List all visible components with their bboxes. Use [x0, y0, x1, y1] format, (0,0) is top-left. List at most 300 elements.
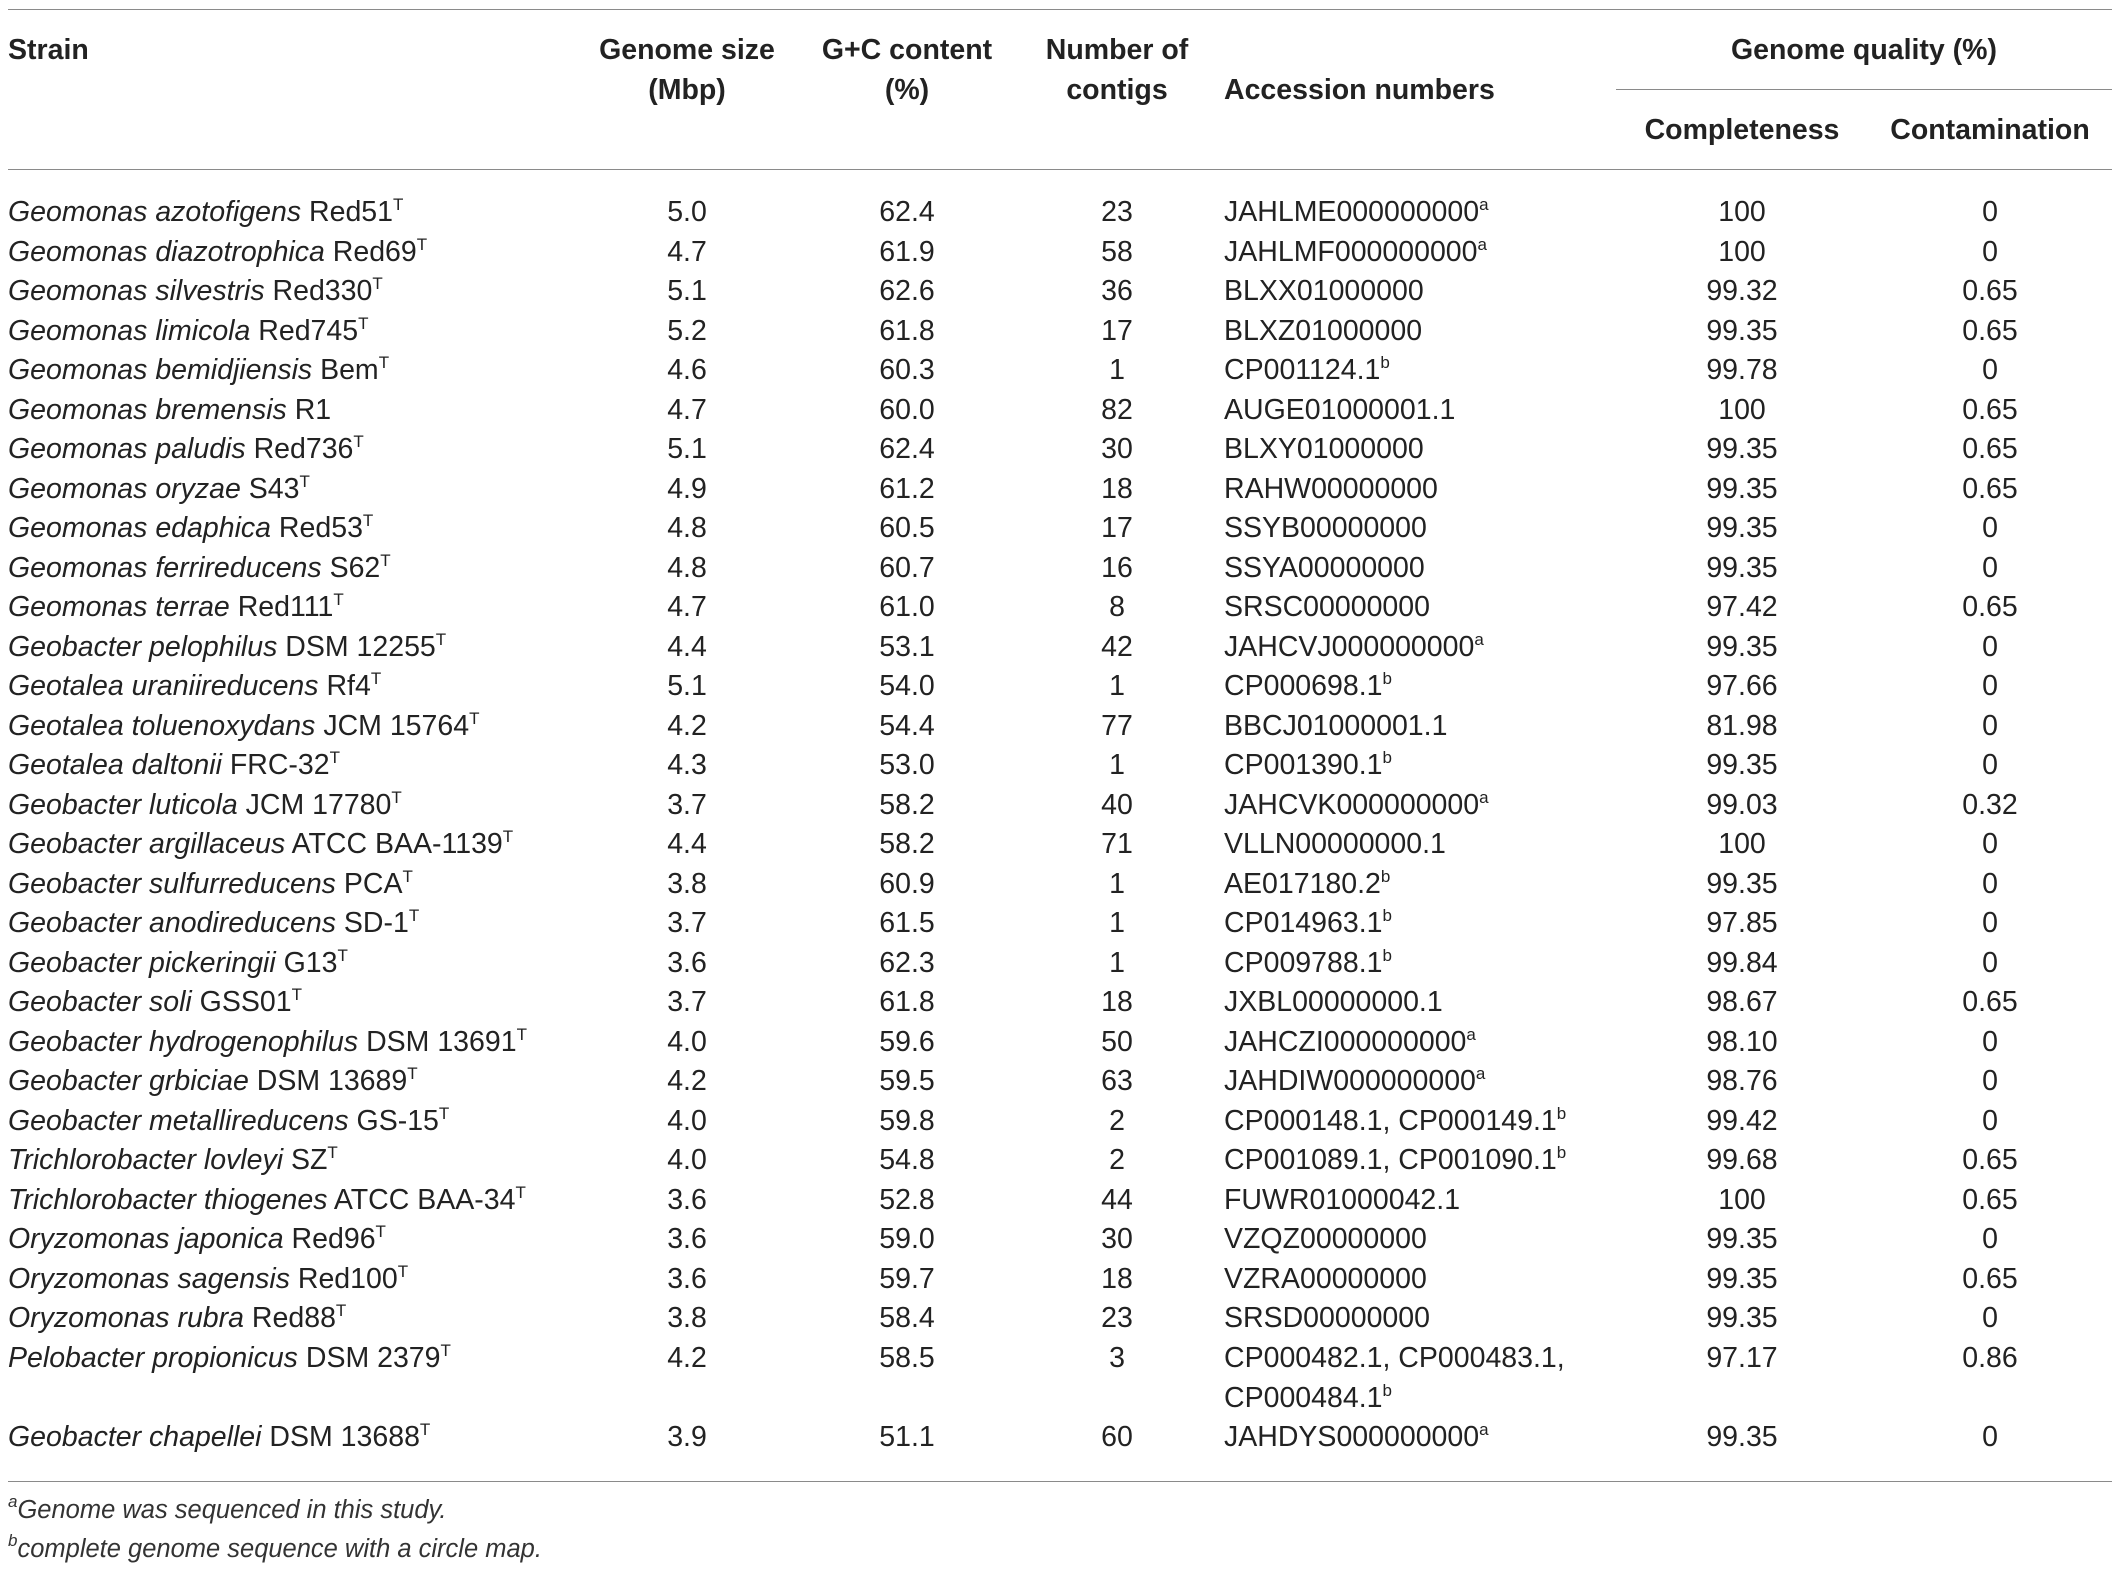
strain-designation: SZ — [283, 1144, 328, 1176]
species-name: Geomonas azotofigens — [8, 196, 302, 228]
cell-accession — [1224, 903, 1392, 943]
species-name: Geomonas terrae — [8, 591, 230, 623]
species-name: Geomonas silvestris — [8, 275, 265, 307]
cell-contigs: 77 — [1101, 709, 1133, 742]
cell-genome-size: 3.7 — [667, 907, 707, 939]
table-row — [0, 390, 2123, 430]
table-row — [0, 864, 2123, 904]
table-row — [0, 311, 2123, 351]
cell-strain — [8, 1061, 418, 1101]
cell-strain — [8, 390, 331, 430]
accession-number: BLXY01000000 — [1224, 433, 1424, 465]
footnote-b-text: complete genome sequence with a circle map. — [17, 1535, 542, 1563]
cell-accession — [1224, 627, 1484, 667]
header-genome-size-line2: (Mbp) — [648, 74, 726, 106]
cell-genome-size: 4.4 — [667, 828, 707, 860]
species-name: Geobacter anodireducens — [8, 907, 336, 939]
cell-gc-content: 58.2 — [879, 828, 935, 860]
footnote-a-text: Genome was sequenced in this study. — [17, 1496, 447, 1524]
cell-accession — [1224, 1061, 1485, 1101]
cell-gc-content: 51.1 — [879, 1420, 935, 1453]
species-name: Geomonas limicola — [8, 314, 251, 347]
table-row — [0, 271, 2123, 311]
cell-genome-size: 5.1 — [667, 670, 707, 702]
cell-gc-content: 62.3 — [879, 946, 935, 979]
strain-designation: Red96 — [283, 1223, 376, 1255]
cell-contamination: 0.65 — [1962, 1262, 2018, 1295]
accession-note-mark: b — [1380, 353, 1390, 372]
cell-gc-content: 52.8 — [879, 1183, 935, 1216]
cell-contamination: 0 — [1982, 1420, 1998, 1453]
cell-contigs: 1 — [1109, 907, 1125, 939]
strain-designation: Rf4 — [318, 670, 371, 702]
cell-strain — [8, 429, 364, 469]
species-name: Geotalea daltonii — [8, 749, 222, 781]
cell-gc-content: 62.4 — [879, 433, 935, 465]
cell-contamination: 0 — [1982, 749, 1998, 781]
strain-designation: S62 — [321, 551, 381, 584]
strain-designation: GS-15 — [348, 1104, 439, 1137]
accession-number: JAHCVK000000000 — [1224, 788, 1480, 821]
cell-gc-content: 59.8 — [879, 1104, 935, 1137]
accession-note-mark: b — [1556, 1143, 1567, 1162]
cell-contigs: 1 — [1109, 354, 1125, 386]
table-row — [0, 1140, 2123, 1180]
accession-number: VLLN00000000.1 — [1224, 828, 1446, 860]
strain-designation: Red51 — [301, 196, 394, 228]
cell-strain — [8, 1417, 430, 1457]
cell-completeness: 100 — [1718, 393, 1766, 426]
cell-completeness: 99.78 — [1706, 354, 1778, 386]
table-row — [0, 1022, 2123, 1062]
table-row — [0, 982, 2123, 1022]
cell-contigs: 44 — [1101, 1183, 1133, 1216]
cell-completeness: 98.67 — [1706, 986, 1778, 1018]
type-strain-mark: T — [372, 274, 383, 293]
cell-gc-content: 54.0 — [879, 670, 935, 702]
type-strain-mark: T — [407, 1064, 418, 1083]
cell-accession — [1224, 1417, 1489, 1457]
cell-gc-content: 61.0 — [879, 591, 935, 623]
cell-accession — [1224, 745, 1392, 785]
accession-number: JAHLMF000000000 — [1224, 235, 1478, 268]
strain-designation: DSM 13691 — [358, 1025, 517, 1058]
cell-strain — [8, 785, 402, 825]
species-name: Geobacter luticola — [8, 788, 238, 821]
species-name: Trichlorobacter thiogenes — [8, 1183, 328, 1216]
type-strain-mark: T — [353, 432, 364, 451]
table-row — [0, 192, 2123, 232]
strain-designation: Red69 — [324, 235, 417, 268]
footnote-a — [8, 1493, 447, 1527]
table-row — [0, 666, 2123, 706]
strain-designation: FRC-32 — [221, 749, 330, 781]
cell-completeness: 97.17 — [1706, 1341, 1778, 1374]
accession-number: CP001124.1 — [1224, 354, 1381, 386]
cell-completeness: 81.98 — [1706, 709, 1778, 742]
cell-contamination: 0 — [1982, 1025, 1998, 1058]
strain-designation: DSM 13688 — [261, 1420, 420, 1453]
cell-gc-content: 53.0 — [879, 749, 935, 781]
table-row — [0, 745, 2123, 785]
strain-designation: Red53 — [271, 512, 363, 544]
cell-gc-content: 62.6 — [879, 275, 935, 307]
cell-contamination: 0 — [1982, 1223, 1998, 1255]
species-name: Oryzomonas japonica — [8, 1223, 284, 1255]
cell-strain — [8, 587, 344, 627]
accession-number: CP014963.1 — [1224, 907, 1383, 939]
accession-note-mark: a — [1475, 1064, 1486, 1083]
cell-completeness: 99.03 — [1706, 788, 1778, 821]
cell-genome-size: 4.7 — [667, 591, 707, 623]
accession-number: BLXX01000000 — [1224, 275, 1424, 307]
type-strain-mark: T — [291, 985, 302, 1004]
cell-genome-size: 4.0 — [667, 1144, 707, 1176]
cell-gc-content: 59.5 — [879, 1065, 935, 1097]
accession-note-mark: a — [1477, 234, 1487, 254]
type-strain-mark: T — [516, 1024, 527, 1044]
header-strain: Strain — [8, 34, 89, 66]
accession-note-mark: b — [1556, 1103, 1567, 1123]
cell-completeness: 100 — [1718, 1183, 1766, 1216]
cell-genome-size: 5.0 — [667, 196, 707, 228]
cell-genome-size: 4.6 — [667, 354, 707, 386]
strain-designation: Red88 — [244, 1302, 336, 1334]
cell-strain — [8, 232, 427, 272]
cell-strain — [8, 706, 479, 746]
type-strain-mark: T — [358, 313, 369, 333]
strain-designation: GSS01 — [191, 986, 292, 1018]
table-row — [0, 1338, 2123, 1414]
cell-contigs: 50 — [1101, 1025, 1133, 1058]
cell-genome-size: 3.7 — [667, 788, 707, 821]
cell-completeness: 98.10 — [1706, 1025, 1778, 1058]
species-name: Geobacter soli — [8, 986, 192, 1018]
cell-contigs: 30 — [1101, 1223, 1133, 1255]
table-row — [0, 943, 2123, 983]
cell-accession — [1224, 350, 1390, 390]
cell-genome-size: 3.6 — [667, 1223, 707, 1255]
type-strain-mark: T — [329, 748, 340, 767]
cell-contamination: 0 — [1982, 235, 1998, 268]
cell-genome-size: 4.7 — [667, 393, 707, 426]
accession-note-mark: a — [1474, 629, 1484, 649]
cell-completeness: 99.84 — [1706, 946, 1778, 979]
accession-number-line2 — [1224, 1378, 1565, 1418]
cell-strain — [8, 982, 302, 1022]
cell-accession — [1224, 666, 1392, 706]
cell-accession — [1224, 1101, 1566, 1141]
species-name: Geobacter metallireducens — [8, 1104, 349, 1137]
cell-completeness: 99.35 — [1706, 1223, 1778, 1255]
accession-number: AUGE01000001.1 — [1224, 393, 1456, 426]
cell-contamination: 0.65 — [1962, 986, 2018, 1018]
cell-completeness: 99.35 — [1706, 551, 1778, 584]
strain-designation: Red736 — [245, 433, 354, 465]
accession-number: JAHCZI000000000 — [1224, 1025, 1467, 1058]
accession-number: BLXZ01000000 — [1224, 314, 1423, 347]
accession-number: CP001390.1 — [1224, 749, 1383, 781]
cell-contigs: 30 — [1101, 433, 1133, 465]
header-gc-content-line1: G+C content — [821, 34, 993, 66]
cell-completeness: 99.35 — [1706, 630, 1778, 663]
cell-strain — [8, 1338, 451, 1378]
cell-completeness: 99.68 — [1706, 1144, 1778, 1176]
cell-contigs: 8 — [1109, 591, 1125, 623]
cell-accession — [1224, 1219, 1427, 1259]
accession-number: SSYA00000000 — [1224, 551, 1425, 584]
cell-genome-size: 4.2 — [667, 1065, 707, 1097]
cell-contamination: 0 — [1982, 867, 1998, 900]
strain-designation: S43 — [240, 472, 300, 505]
cell-completeness: 99.35 — [1706, 314, 1778, 347]
strain-designation: DSM 12255 — [277, 630, 436, 663]
header-contamination: Contamination — [1890, 114, 2090, 146]
cell-completeness: 100 — [1718, 828, 1766, 860]
cell-genome-size: 4.7 — [667, 235, 707, 268]
cell-strain — [8, 1101, 449, 1141]
cell-contamination: 0 — [1982, 828, 1998, 860]
type-strain-mark: T — [438, 1103, 450, 1123]
cell-contigs: 71 — [1101, 828, 1133, 860]
type-strain-mark: T — [380, 550, 391, 570]
accession-note-mark: b — [1380, 866, 1391, 886]
cell-gc-content: 60.5 — [879, 512, 935, 544]
table-row — [0, 1101, 2123, 1141]
cell-genome-size: 5.1 — [667, 433, 707, 465]
cell-contamination: 0.65 — [1962, 275, 2018, 307]
cell-strain — [8, 469, 310, 509]
cell-contigs: 17 — [1101, 512, 1133, 544]
cell-contamination: 0.65 — [1962, 1183, 2018, 1216]
cell-gc-content: 53.1 — [879, 630, 935, 663]
header-rule — [8, 169, 2112, 170]
cell-accession — [1224, 271, 1424, 311]
cell-completeness: 99.35 — [1706, 472, 1778, 505]
type-strain-mark: T — [327, 1143, 338, 1162]
table-row — [0, 508, 2123, 548]
cell-accession — [1224, 311, 1422, 351]
cell-gc-content: 58.5 — [879, 1341, 935, 1374]
cell-contigs: 63 — [1101, 1065, 1133, 1097]
type-strain-mark: T — [393, 195, 404, 214]
cell-contamination: 0 — [1982, 907, 1998, 939]
species-name: Geomonas diazotrophica — [8, 235, 325, 268]
species-name: Geobacter grbiciae — [8, 1065, 249, 1097]
cell-contamination: 0.65 — [1962, 433, 2018, 465]
cell-genome-size: 4.0 — [667, 1104, 707, 1137]
cell-contigs: 1 — [1109, 946, 1125, 979]
cell-completeness: 97.66 — [1706, 670, 1778, 702]
header-genome-size-line1: Genome size — [599, 34, 775, 66]
type-strain-mark: T — [502, 827, 514, 846]
cell-gc-content: 54.4 — [879, 709, 935, 742]
accession-number: BBCJ01000001.1 — [1224, 709, 1448, 742]
strain-designation: ATCC BAA-34 — [327, 1183, 516, 1216]
cell-genome-size: 4.4 — [667, 630, 707, 663]
type-strain-mark: T — [337, 945, 348, 965]
table-row — [0, 232, 2123, 272]
cell-completeness: 97.42 — [1706, 591, 1778, 623]
accession-number: JXBL00000000.1 — [1224, 986, 1443, 1018]
cell-contigs: 3 — [1109, 1341, 1125, 1374]
cell-strain — [8, 943, 348, 983]
table-row — [0, 1298, 2123, 1338]
cell-strain — [8, 745, 340, 785]
cell-completeness: 97.85 — [1706, 907, 1778, 939]
cell-accession — [1224, 390, 1455, 430]
header-gc-content — [797, 30, 1017, 110]
accession-note-mark: a — [1466, 1024, 1476, 1044]
cell-contigs: 18 — [1101, 472, 1133, 505]
strain-designation: Red330 — [264, 275, 373, 307]
cell-gc-content: 54.8 — [879, 1144, 935, 1176]
species-name: Geomonas bremensis — [8, 393, 287, 426]
cell-accession — [1224, 469, 1438, 509]
cell-contamination: 0 — [1982, 196, 1998, 228]
cell-gc-content: 61.8 — [879, 986, 935, 1018]
type-strain-mark: T — [435, 629, 447, 649]
cell-accession — [1224, 706, 1447, 746]
species-name: Geobacter sulfurreducens — [8, 867, 336, 900]
cell-contamination: 0.65 — [1962, 472, 2018, 505]
cell-contigs: 18 — [1101, 1262, 1133, 1295]
cell-accession — [1224, 429, 1424, 469]
cell-completeness: 99.35 — [1706, 512, 1778, 544]
species-name: Geobacter hydrogenophilus — [8, 1025, 359, 1058]
cell-contamination: 0.65 — [1962, 591, 2018, 623]
cell-genome-size: 3.7 — [667, 986, 707, 1018]
cell-genome-size: 3.8 — [667, 1302, 707, 1334]
cell-contigs: 82 — [1101, 393, 1133, 426]
cell-contigs: 36 — [1101, 275, 1133, 307]
species-name: Geomonas oryzae — [8, 472, 241, 505]
species-name: Geomonas edaphica — [8, 512, 272, 544]
cell-contamination: 0 — [1982, 1104, 1998, 1137]
cell-strain — [8, 1022, 527, 1062]
cell-strain — [8, 1180, 526, 1220]
cell-accession — [1224, 1298, 1430, 1338]
table-row — [0, 824, 2123, 864]
cell-accession — [1224, 508, 1427, 548]
cell-contigs: 42 — [1101, 630, 1133, 663]
cell-strain — [8, 271, 383, 311]
strain-designation: R1 — [286, 393, 332, 426]
cell-contamination: 0 — [1982, 946, 1998, 979]
table-row — [0, 350, 2123, 390]
table-row — [0, 587, 2123, 627]
cell-gc-content: 61.9 — [879, 235, 935, 268]
accession-number: JAHDIW000000000 — [1224, 1065, 1476, 1097]
cell-accession — [1224, 587, 1430, 627]
top-rule — [8, 9, 2112, 10]
species-name: Geobacter pelophilus — [8, 630, 278, 663]
table-row — [0, 429, 2123, 469]
header-accession: Accession numbers — [1224, 74, 1495, 106]
accession-number: VZRA00000000 — [1224, 1262, 1427, 1295]
footnote-b-mark: b — [8, 1531, 18, 1550]
accession-number: RAHW00000000 — [1224, 472, 1438, 505]
cell-contigs: 1 — [1109, 749, 1125, 781]
cell-contamination: 0 — [1982, 709, 1998, 742]
strain-designation: JCM 15764 — [315, 709, 470, 742]
type-strain-mark: T — [408, 906, 420, 925]
genome-quality-subrule — [1616, 89, 2112, 90]
cell-accession — [1224, 192, 1489, 232]
type-strain-mark: T — [333, 590, 344, 609]
cell-contamination: 0.65 — [1962, 393, 2018, 426]
accession-note-mark: a — [1479, 195, 1489, 214]
type-strain-mark: T — [402, 866, 413, 886]
cell-genome-size: 3.9 — [667, 1420, 707, 1453]
cell-genome-size: 5.1 — [667, 275, 707, 307]
type-strain-mark: T — [469, 708, 480, 728]
cell-genome-size: 5.2 — [667, 314, 707, 347]
accession-number-2: CP000484.1 — [1224, 1381, 1383, 1414]
header-contigs — [1017, 30, 1217, 110]
accession-number: VZQZ00000000 — [1224, 1223, 1427, 1255]
cell-contamination: 0 — [1982, 354, 1998, 386]
table-row — [0, 627, 2123, 667]
cell-gc-content: 60.3 — [879, 354, 935, 386]
species-name: Trichlorobacter lovleyi — [8, 1144, 284, 1176]
species-name: Oryzomonas sagensis — [8, 1262, 290, 1295]
cell-gc-content: 61.5 — [879, 907, 935, 939]
type-strain-mark: T — [419, 1419, 431, 1439]
cell-contigs: 58 — [1101, 235, 1133, 268]
strain-designation: PCA — [335, 867, 403, 900]
species-name: Geomonas bemidjiensis — [8, 354, 313, 386]
cell-completeness: 99.32 — [1706, 275, 1778, 307]
cell-strain — [8, 548, 391, 588]
cell-completeness: 99.35 — [1706, 433, 1778, 465]
cell-contamination: 0 — [1982, 1065, 1998, 1097]
accession-number: JAHCVJ000000000 — [1224, 630, 1475, 663]
cell-accession — [1224, 982, 1443, 1022]
cell-accession — [1224, 785, 1489, 825]
cell-contamination: 0 — [1982, 670, 1998, 702]
table-row — [0, 1417, 2123, 1457]
header-genome-quality: Genome quality (%) — [1730, 34, 1998, 66]
header-gc-content-line2: (%) — [884, 74, 930, 106]
table-row — [0, 1180, 2123, 1220]
accession-number: AE017180.2 — [1224, 867, 1381, 900]
accession-number: CP000482.1, CP000483.1, — [1224, 1341, 1565, 1374]
strain-designation: SD-1 — [335, 907, 409, 939]
type-strain-mark: T — [416, 234, 428, 254]
cell-accession — [1224, 1022, 1476, 1062]
cell-gc-content: 61.2 — [879, 472, 935, 505]
header-genome-size — [577, 30, 797, 110]
cell-genome-size: 3.6 — [667, 1262, 707, 1295]
header-contigs-line2: contigs — [1066, 74, 1168, 106]
cell-strain — [8, 666, 381, 706]
accession-number: SRSC00000000 — [1224, 591, 1430, 623]
cell-genome-size: 4.2 — [667, 1341, 707, 1374]
cell-genome-size: 4.8 — [667, 512, 707, 544]
cell-strain — [8, 824, 513, 864]
accession-number: CP001089.1, CP001090.1 — [1224, 1144, 1557, 1176]
cell-strain — [8, 508, 373, 548]
species-name: Geobacter pickeringii — [8, 946, 276, 979]
cell-strain — [8, 1140, 338, 1180]
type-strain-mark: T — [362, 511, 374, 530]
cell-gc-content: 58.2 — [879, 788, 935, 821]
header-completeness: Completeness — [1644, 114, 1840, 146]
cell-contigs: 1 — [1109, 867, 1125, 900]
accession-note-mark-2: b — [1382, 1380, 1392, 1400]
cell-accession — [1224, 1259, 1427, 1299]
